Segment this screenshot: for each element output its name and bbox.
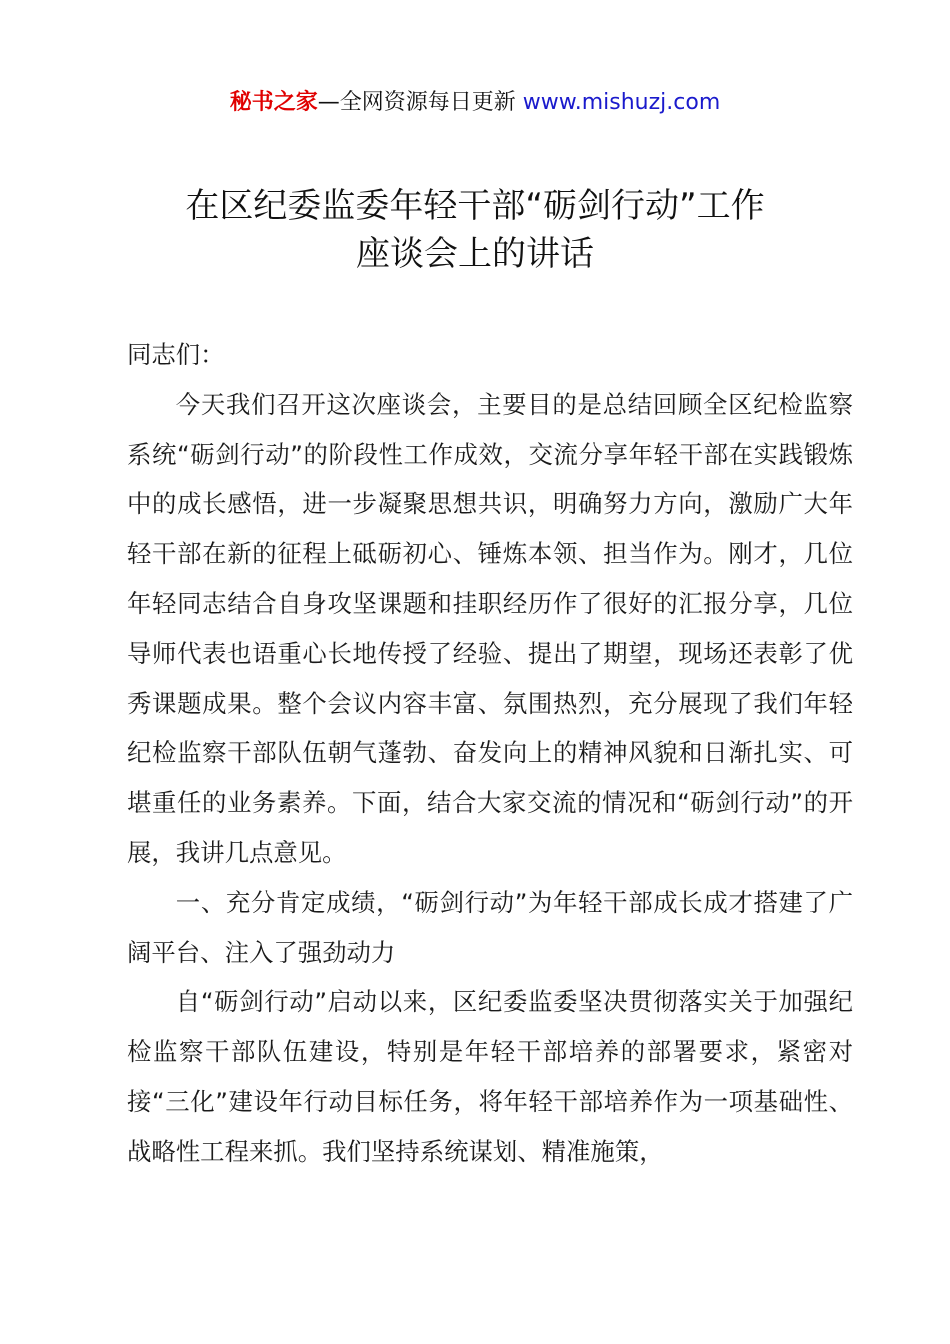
section-heading-1: 一、充分肯定成绩，“砺剑行动”为年轻干部成长成才搭建了广阔平台、注入了强劲动力: [127, 887, 853, 967]
brand-name: 秘书之家: [229, 90, 318, 115]
document-title-line-1: 在区纪委监委年轻干部“砺剑行动”工作: [185, 186, 765, 226]
greeting: 同志们：: [127, 340, 225, 369]
paragraph-section-1: 自“砺剑行动”启动以来，区纪委监委坚决贯彻落实关于加强纪检监察干部队伍建设，特别是年轻干部培养的部署要求，紧密对接“三化”建设年行动目标任务，将年轻干部培养作为一项基础性、战略性工程来抓。我们坚持系统谋划、精准施策，: [127, 987, 853, 1166]
site-tagline: —全网资源每日更新: [317, 90, 516, 115]
document-body: [127, 330, 853, 1177]
document-title-line-2: 座谈会上的讲话: [356, 234, 594, 274]
paragraph-intro: 今天我们召开这次座谈会，主要目的是总结回顾全区纪检监察系统“砺剑行动”的阶段性工作成效，交流分享年轻干部在实践锻炼中的成长感悟，进一步凝聚思想共识，明确努力方向，激励广大年轻干部在新的征程上砥砺初心、锤炼本领、担当作为。刚才，几位年轻同志结合自身攻坚课题和挂职经历作了很好的汇报分享，几位导师代表也语重心长地传授了经验、提出了期望，现场还表彰了优秀课题成果。整个会议内容丰富、氛围热烈，充分展现了我们年轻纪检监察干部队伍朝气蓬勃、奋发向上的精神风貌和日渐扎实、可堪重任的业务素养。下面，结合大家交流的情况和“砺剑行动”的开展，我讲几点意见。: [127, 389, 853, 867]
document-title: [100, 182, 850, 278]
site-url-link[interactable]: www.mishuzj.com: [522, 90, 721, 115]
site-header: [0, 86, 950, 120]
